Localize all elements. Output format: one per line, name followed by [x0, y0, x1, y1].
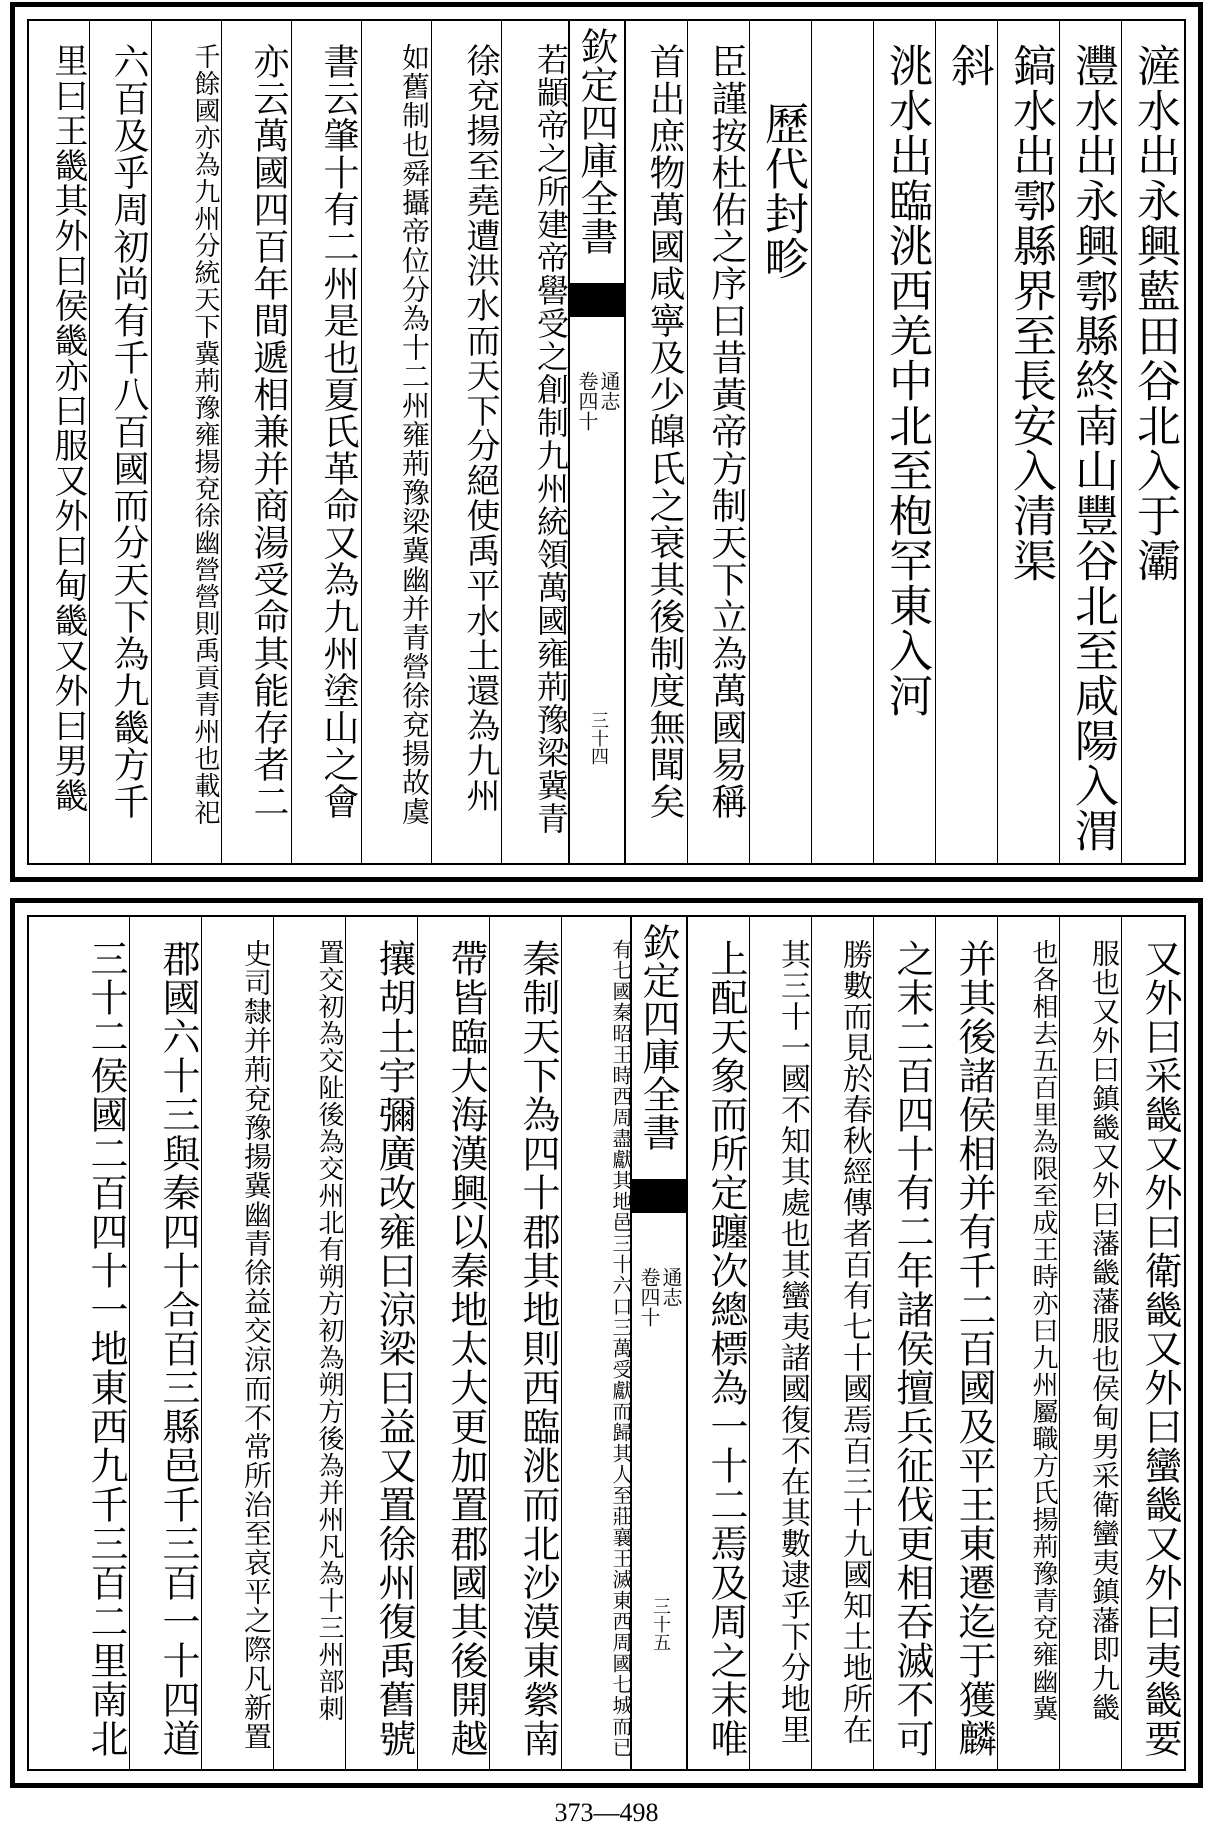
spine-block-mark [632, 1179, 686, 1213]
column-text: 置交初為交阯後為交州北有朔方初為朔方後為并州凡為十三州部刺 [314, 939, 344, 1722]
column-text: 并其後諸侯相并有千二百國及平王東遷迄于獲麟 [952, 939, 996, 1758]
spine-label: 卷四十 [637, 1267, 661, 1327]
column-text: 又外曰采畿又外曰衛畿又外曰蠻畿又外曰夷畿要 [1138, 939, 1182, 1758]
column-text: 郡國六十三與秦四十合百三縣邑千三百一十四道 [156, 939, 200, 1758]
column-text: 里曰王畿其外曰侯畿亦曰服又外曰甸畿又外曰男畿 [48, 43, 88, 813]
text-column [561, 917, 634, 1769]
page-footer-number: 373—498 [554, 1798, 659, 1827]
text-column [1121, 917, 1184, 1769]
text-column [873, 917, 936, 1769]
column-text: 秦制天下為四十郡其地則西臨洮而北沙漠東縈南 [516, 939, 560, 1758]
text-column [749, 21, 812, 863]
column-text: 三十二侯國二百四十一地東西九千三百二里南北 [84, 939, 128, 1758]
spine-label: 卷四十 [575, 371, 599, 431]
text-column [273, 917, 346, 1769]
page-number: 三十五 [650, 1597, 671, 1651]
bottom-page-frame [27, 915, 1186, 1771]
text-column [35, 917, 130, 1769]
spine-label: 通志 [597, 371, 621, 411]
book-spine [568, 21, 626, 863]
text-column [1121, 21, 1184, 863]
text-column [345, 917, 418, 1769]
column-text: 史司隸并荊兗豫揚冀幽青徐益交涼而不常所治至哀平之際凡新置 [240, 939, 273, 1751]
text-column [417, 917, 490, 1769]
column-text: 千餘國亦為九州分統天下冀荊豫雍揚兗徐幽營營則禹貢青州也載祀 [190, 43, 220, 826]
column-text: 滻水出永興藍田谷北入于灞 [1129, 43, 1180, 583]
text-column [935, 21, 998, 863]
column-text: 若顓帝之所建帝嚳受之創制九州統領萬國雍荊豫梁冀青 [532, 43, 570, 835]
column-text: 上配天象而所定躔次總標為一十二焉及周之末唯 [704, 939, 748, 1758]
spine-block-mark [570, 283, 624, 317]
column-text: 亦云萬國四百年間遞相兼并商湯受命其能存者二 [248, 43, 289, 820]
text-column [687, 917, 750, 1769]
text-column [151, 21, 222, 863]
text-column [625, 21, 688, 863]
column-text: 洮水出臨洮西羌中北至枹罕東入河 [881, 43, 932, 718]
text-column [361, 21, 432, 863]
column-text: 服也又外曰鎮畿又外曰藩畿藩服也侯甸男采衛蠻夷鎮藩即九畿 [1088, 939, 1121, 1722]
column-text: 徐兗揚至堯遭洪水而天下分絕使禹平水土還為九州 [460, 43, 500, 813]
text-column [291, 21, 362, 863]
text-column [431, 21, 502, 863]
text-column [935, 917, 998, 1769]
book-title: 欽定四庫全書 [636, 923, 680, 1151]
column-text: 書云肇十有二州是也夏氏革命又為九州塗山之會 [318, 43, 359, 820]
column-text: 灃水出永興鄠縣終南山豐谷北至咸陽入渭 [1067, 43, 1118, 853]
column-text: 六百及乎周初尚有千八百國而分天下為九畿方千 [108, 43, 149, 820]
spine-label: 通志 [659, 1267, 683, 1307]
column-text: 臣謹按杜佑之序曰昔黃帝方制天下立為萬國易稱 [706, 43, 747, 820]
column-text: 鎬水出鄠縣界至長安入清渠 [1005, 43, 1056, 583]
column-text: 其三十一國不知其處也其蠻夷諸國復不在其數逮乎下分地里 [775, 939, 810, 1745]
text-column [1059, 917, 1122, 1769]
column-text: 攘胡土宇彌廣改雍曰涼梁曰益又置徐州復禹舊號 [372, 939, 416, 1758]
text-column [1059, 21, 1122, 863]
text-column [811, 917, 874, 1769]
page-number: 三十四 [588, 711, 609, 765]
column-text: 如舊制也舜攝帝位分為十二州雍荊豫梁冀幽并青營徐兗揚故虞 [398, 43, 431, 826]
column-text: 之末二百四十有二年諸侯擅兵征伐更相吞滅不可 [890, 939, 934, 1758]
top-page-panel [10, 2, 1203, 882]
column-text: 也各相去五百里為限至成王時亦曰九州屬職方氏揚荊豫青兗雍幽冀 [1028, 939, 1058, 1722]
column-text: 勝數而見於春秋經傳者百有七十國焉百三十九國知土地所在 [837, 939, 872, 1745]
text-column [221, 21, 292, 863]
text-column [501, 21, 572, 863]
top-page-frame [27, 19, 1186, 865]
text-column [997, 21, 1060, 863]
book-title: 欽定四庫全書 [574, 27, 618, 255]
column-text: 有七國秦昭王時西周盡獻其地邑三十六口三萬受獻而歸其人至莊襄王滅東西周國七城而已 [609, 939, 633, 1758]
text-column [749, 917, 812, 1769]
column-text: 首出庶物萬國咸寧及少皥氏之衰其後制度無聞矣 [644, 43, 685, 820]
column-text: 斜 [943, 43, 994, 88]
bottom-page-panel [10, 898, 1203, 1788]
text-column [129, 917, 202, 1769]
text-column [811, 21, 874, 863]
text-column [34, 21, 90, 863]
text-column [489, 917, 562, 1769]
book-spine [630, 917, 688, 1769]
section-heading: 歷代封畛 [757, 101, 808, 281]
text-column [873, 21, 936, 863]
text-column [89, 21, 152, 863]
column-text: 帶皆臨大海漢興以秦地太大更加置郡國其後開越 [444, 939, 488, 1758]
text-column [997, 917, 1060, 1769]
text-column [687, 21, 750, 863]
text-column [201, 917, 274, 1769]
